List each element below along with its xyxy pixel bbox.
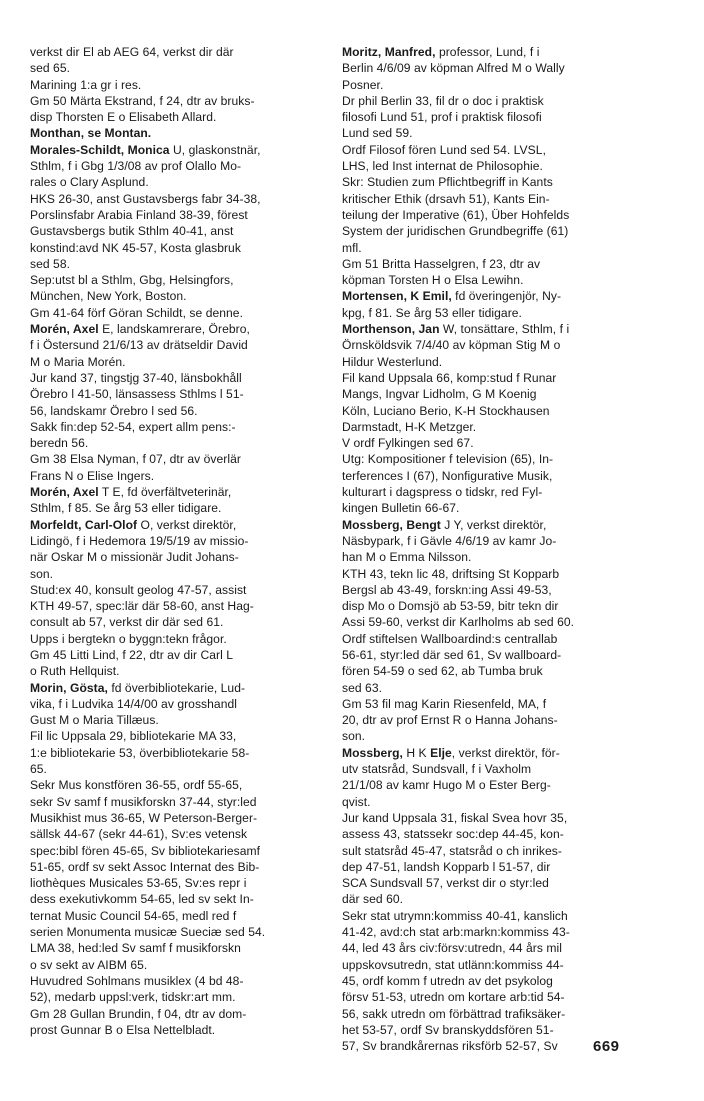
text-line — [342, 1022, 640, 1038]
entry-text: köpman Torsten H o Elsa Lewihn. — [342, 273, 524, 288]
text-line — [342, 419, 640, 435]
entry-text: kpg, f 81. Se årg 53 eller tidigare. — [342, 305, 522, 320]
text-line — [342, 680, 640, 696]
text-line — [342, 843, 640, 859]
text-line — [30, 777, 332, 793]
text-line — [342, 712, 640, 728]
text-line — [30, 321, 332, 337]
entry-text: LMA 38, hed:led Sv samf f musikforskn — [30, 941, 241, 956]
text-line — [30, 256, 332, 272]
text-line — [342, 468, 640, 484]
entry-text: dep 47-51, landsh Kopparb l 51-57, dir — [342, 859, 551, 874]
text-line — [30, 826, 332, 842]
text-line — [30, 728, 332, 744]
text-line — [342, 158, 640, 174]
text-line — [30, 403, 332, 419]
text-line — [30, 386, 332, 402]
entry-heading: Moritz, Manfred, — [342, 45, 436, 59]
entry-text: försv 51-53, utredn om kortare arb:tid 54- — [342, 990, 565, 1005]
entry-text: Gm 51 Britta Hasselgren, f 23, dtr av — [342, 256, 541, 271]
text-line — [342, 337, 640, 353]
entry-text: kritischer Ethik (drsavh 51), Kants Ein- — [342, 191, 550, 206]
entry-text: Ordf Filosof fören Lund sed 54. LVSL, — [342, 142, 546, 157]
entry-text: Gust M o Maria Tillæus. — [30, 713, 159, 728]
entry-text: beredn 56. — [30, 436, 89, 451]
text-line — [342, 826, 640, 842]
text-line — [30, 794, 332, 810]
text-line — [342, 973, 640, 989]
text-line — [342, 647, 640, 663]
entry-text: 20, dtr av prof Ernst R o Hanna Johans- — [342, 713, 558, 728]
text-line — [342, 631, 640, 647]
text-line — [342, 582, 640, 598]
entry-text: T E, fd överfältveterinär, — [98, 485, 232, 500]
text-line — [30, 973, 332, 989]
text-line — [30, 517, 332, 533]
text-line — [30, 924, 332, 940]
entry-text: W, tonsättare, Sthlm, f i — [439, 322, 570, 337]
text-line — [30, 614, 332, 630]
entry-heading: Mossberg, Bengt — [342, 517, 441, 532]
text-line — [30, 60, 332, 76]
text-line — [342, 125, 640, 141]
entry-text: liothèques Musicales 53-65, Sv:es repr i — [30, 876, 247, 891]
text-line — [30, 500, 332, 516]
text-line — [342, 908, 640, 924]
entry-text: f i Östersund 21/6/13 av drätseldir David — [30, 338, 248, 353]
entry-text: J Y, verkst direktör, — [440, 517, 547, 532]
entry-text: O, verkst direktör, — [137, 517, 237, 532]
entry-text: rales o Clary Asplund. — [30, 175, 149, 190]
entry-text: Skr: Studien zum Pflichtbegriff in Kants — [342, 175, 553, 190]
text-line — [30, 435, 332, 451]
text-line — [342, 777, 640, 793]
entry-text: sed 63. — [342, 680, 383, 695]
entry-text: Posner. — [342, 77, 384, 92]
text-line — [342, 957, 640, 973]
text-line — [342, 810, 640, 826]
entry-text: son. — [342, 729, 366, 744]
entry-text: KTH 43, tekn lic 48, driftsing St Kopparb — [342, 566, 560, 581]
entry-text: 57, Sv brandkårernas riksförb 52-57, Sv — [342, 1039, 558, 1054]
entry-text: uppskovsutredn, stat utlänn:kommiss 44- — [342, 957, 564, 972]
text-line — [342, 484, 640, 500]
text-line — [30, 957, 332, 973]
text-line — [30, 696, 332, 712]
text-line — [30, 533, 332, 549]
entry-text: Örebro l 41-50, länsassess Sthlms l 51- — [30, 387, 244, 402]
entry-text: Gm 41-64 förf Göran Schildt, se denne. — [30, 305, 243, 320]
text-line — [30, 191, 332, 207]
entry-text: Porslinsfabr Arabia Finland 38-39, förest — [30, 207, 248, 222]
text-line — [342, 891, 640, 907]
text-line — [342, 386, 640, 402]
text-line — [30, 908, 332, 924]
entry-text: E, landskamrerare, Örebro, — [98, 322, 250, 337]
text-line — [30, 272, 332, 288]
entry-text: disp Thorsten E o Elisabeth Allard. — [30, 110, 217, 125]
text-line — [342, 875, 640, 891]
text-line — [30, 1006, 332, 1022]
text-line — [30, 1022, 332, 1038]
entry-text: Berlin 4/6/09 av köpman Alfred M o Wally — [342, 61, 565, 76]
entry-text: Lidingö, f i Hedemora 19/5/19 av missio- — [30, 533, 249, 548]
entry-heading: Mossberg, — [342, 745, 403, 760]
entry-text: Musikhist mus 36-65, W Peterson-Berger- — [30, 810, 258, 825]
entry-text: KTH 49-57, spec:lär där 58-60, anst Hag- — [30, 599, 254, 614]
text-line — [30, 93, 332, 109]
entry-text: disp Mo o Domsjö ab 53-59, bitr tekn dir — [342, 599, 559, 614]
text-line — [342, 305, 640, 321]
entry-text: Örnsköldsvik 7/4/40 av köpman Stig M o — [342, 338, 561, 353]
entry-text: 65. — [30, 762, 47, 777]
text-line — [30, 174, 332, 190]
text-line — [30, 158, 332, 174]
entry-text: Sthlm, f 85. Se årg 53 eller tidigare. — [30, 501, 222, 516]
text-line — [342, 745, 640, 761]
text-line — [342, 44, 640, 60]
text-line — [342, 174, 640, 190]
entry-heading: Elje — [430, 745, 452, 760]
text-line — [30, 582, 332, 598]
text-line — [342, 859, 640, 875]
text-line — [30, 109, 332, 125]
entry-text: Mangs, Ingvar Lidholm, G M Koenig — [342, 387, 537, 402]
text-line — [342, 549, 640, 565]
entry-text: vika, f i Ludvika 14/4/00 av grosshandl — [30, 696, 237, 711]
entry-text: Ordf stiftelsen Wallboardind:s centrallab — [342, 631, 558, 646]
entry-text: Sthlm, f i Gbg 1/3/08 av prof Olallo Mo- — [30, 159, 242, 174]
entry-text: 52), medarb uppsl:verk, tidskr:art mm. — [30, 990, 236, 1005]
text-line — [342, 109, 640, 125]
entry-text: se Montan. — [84, 126, 152, 141]
text-line — [30, 745, 332, 761]
entry-text: V ordf Fylkingen sed 67. — [342, 436, 474, 451]
text-line — [342, 77, 640, 93]
entry-heading: Morales-Schildt, Monica — [30, 142, 170, 157]
text-line — [342, 924, 640, 940]
entry-text: o Ruth Hellquist. — [30, 664, 120, 679]
entry-text: ternat Music Council 54-65, medl red f — [30, 908, 237, 923]
entry-text: när Oskar M o missionär Judit Johans- — [30, 550, 239, 565]
entry-text: spec:bibl fören 45-65, Sv bibliotekariesamf — [30, 843, 261, 858]
text-line — [30, 761, 332, 777]
entry-text: kulturart i dagspress o tidskr, red Fyl- — [342, 485, 543, 500]
entry-text: fd överingenjör, Ny- — [451, 289, 562, 304]
entry-text: Fil lic Uppsala 29, bibliotekarie MA 33, — [30, 729, 237, 744]
entry-text: assess 43, statssekr soc:dep 44-45, kon- — [342, 827, 564, 842]
entry-text: Huvudred Sohlmans musiklex (4 bd 48- — [30, 973, 244, 988]
entry-text: München, New York, Boston. — [30, 289, 187, 304]
entry-text: Marining 1:a gr i res. — [30, 77, 142, 92]
text-line — [30, 44, 332, 60]
entry-text: Utg: Kompositioner f television (65), In- — [342, 452, 554, 467]
text-line — [342, 663, 640, 679]
text-line — [30, 566, 332, 582]
entry-text: sällsk 44-67 (sekr 44-61), Sv:es vetensk — [30, 827, 248, 842]
text-line — [342, 451, 640, 467]
entry-text: son. — [30, 566, 54, 581]
text-line — [342, 93, 640, 109]
entry-heading: Mortensen, K Emil, — [342, 289, 452, 304]
text-line — [342, 517, 640, 533]
entry-heading: Morén, Axel — [30, 322, 99, 337]
entry-text: 41-42, avd:ch stat arb:markn:kommiss 43- — [342, 925, 570, 940]
entry-text: o sv sekt av AIBM 65. — [30, 957, 148, 972]
text-line — [342, 240, 640, 256]
entry-text: 56, sakk utredn om förbättrad trafiksäker- — [342, 1006, 566, 1021]
entry-text: , verkst direktör, för- — [451, 745, 560, 760]
text-line — [30, 305, 332, 321]
entry-text: han M o Emma Nilsson. — [342, 550, 472, 565]
text-line — [342, 288, 640, 304]
text-line — [30, 810, 332, 826]
text-line — [342, 354, 640, 370]
text-line — [342, 566, 640, 582]
text-line — [30, 598, 332, 614]
entry-heading: Monthan, — [30, 126, 85, 141]
entry-text: M o Maria Morén. — [30, 354, 126, 369]
entry-text: Gm 38 Elsa Nyman, f 07, dtr av överlär — [30, 452, 241, 467]
text-line — [342, 614, 640, 630]
entry-heading: Morin, Gösta, — [30, 680, 108, 695]
text-line — [342, 598, 640, 614]
entry-text: fd överbibliotekarie, Lud- — [107, 680, 246, 695]
entry-heading: Morén, Axel — [30, 485, 99, 500]
entry-text: Bergsl ab 43-49, forskn:ing Assi 49-53, — [342, 582, 552, 597]
entry-text: sult statsråd 45-47, statsråd o ch inrikes- — [342, 843, 562, 858]
entry-text: filosofi Lund 51, prof i praktisk filosofi — [342, 110, 542, 125]
text-line — [30, 240, 332, 256]
entry-text: Gustavsbergs butik Sthlm 40-41, anst — [30, 224, 234, 239]
entry-text: Sakk fin:dep 52-54, expert allm pens:- — [30, 419, 236, 434]
text-line — [30, 875, 332, 891]
text-line — [30, 989, 332, 1005]
entry-heading: Morfeldt, Carl-Olof — [30, 517, 138, 532]
text-line — [342, 500, 640, 516]
text-line — [342, 940, 640, 956]
entry-text: Frans N o Elise Ingers. — [30, 468, 155, 483]
entry-text: dess exekutivkomm 54-65, led sv sekt In- — [30, 892, 254, 907]
text-line — [342, 142, 640, 158]
text-line — [30, 843, 332, 859]
entry-text: 51-65, ordf sv sekt Assoc Internat des Bib- — [30, 859, 260, 874]
text-line — [30, 419, 332, 435]
entry-heading: Morthenson, Jan — [342, 322, 440, 337]
text-line — [342, 207, 640, 223]
entry-text: Näsbypark, f i Gävle 4/6/19 av kamr Jo- — [342, 533, 557, 548]
entry-text: Dr phil Berlin 33, fil dr o doc i praktisk — [342, 93, 544, 108]
text-line — [30, 370, 332, 386]
entry-text: Stud:ex 40, konsult geolog 47-57, assist — [30, 582, 247, 597]
entry-text: serien Monumenta musicæ Sueciæ sed 54. — [30, 925, 266, 940]
entry-text: HKS 26-30, anst Gustavsbergs fabr 34-38, — [30, 191, 261, 206]
entry-text: qvist. — [342, 794, 371, 809]
text-line — [342, 794, 640, 810]
entry-text: LHS, led Inst internat de Philosophie. — [342, 159, 543, 174]
entry-text: consult ab 57, verkst dir där sed 61. — [30, 615, 224, 630]
entry-text: Köln, Luciano Berio, K-H Stockhausen — [342, 403, 550, 418]
entry-text: Hildur Westerlund. — [342, 354, 443, 369]
entry-text: Gm 45 Litti Lind, f 22, dtr av dir Carl L — [30, 647, 234, 662]
entry-text: Jur kand Uppsala 31, fiskal Svea hovr 35, — [342, 810, 568, 825]
entry-text: Sekr stat utrymn:kommiss 40-41, kanslich — [342, 908, 568, 923]
entry-text: 21/1/08 av kamr Hugo M o Ester Berg- — [342, 778, 551, 793]
text-line — [30, 142, 332, 158]
text-line — [30, 484, 332, 500]
right-column — [342, 44, 640, 1054]
entry-text: Fil kand Uppsala 66, komp:stud f Runar — [342, 370, 557, 385]
text-line — [30, 125, 332, 141]
entry-text: konstind:avd NK 45-57, Kosta glasbruk — [30, 240, 241, 255]
entry-text: Lund sed 59. — [342, 126, 413, 141]
text-line — [30, 859, 332, 875]
text-line — [342, 60, 640, 76]
entry-text: verkst dir El ab AEG 64, verkst dir där — [30, 45, 234, 59]
text-line — [342, 223, 640, 239]
entry-text: Darmstadt, H-K Metzger. — [342, 419, 477, 434]
text-line — [30, 891, 332, 907]
entry-text: fören 54-59 o sed 62, ab Tumba bruk — [342, 664, 543, 679]
entry-text: Jur kand 37, tingstjg 37-40, länsbokhåll — [30, 370, 242, 385]
entry-text: mfl. — [342, 240, 362, 255]
text-line — [30, 77, 332, 93]
entry-text: prost Gunnar B o Elsa Nettelbladt. — [30, 1022, 216, 1037]
entry-text: 56-61, styr:led där sed 61, Sv wallboard- — [342, 647, 562, 662]
entry-text: kingen Bulletin 66-67. — [342, 501, 460, 516]
text-line — [30, 940, 332, 956]
entry-text: Gm 53 fil mag Karin Riesenfeld, MA, f — [342, 696, 547, 711]
entry-text: 56, landskamr Örebro l sed 56. — [30, 403, 198, 418]
text-line — [30, 288, 332, 304]
entry-text: teilung der Imperative (61), Über Hohfelds — [342, 207, 570, 222]
entry-text: System der juridischen Grundbegriffe (61) — [342, 224, 569, 239]
text-line — [342, 761, 640, 777]
entry-text: Gm 28 Gullan Brundin, f 04, dtr av dom- — [30, 1006, 247, 1021]
entry-text: professor, Lund, f i — [435, 45, 540, 59]
entry-text: het 53-57, ordf Sv branskyddsfören 51- — [342, 1022, 554, 1037]
text-line — [342, 321, 640, 337]
entry-text: Upps i bergtekn o byggn:tekn frågor. — [30, 631, 227, 646]
text-line — [30, 631, 332, 647]
text-line — [342, 435, 640, 451]
text-line — [30, 337, 332, 353]
entry-text: Sep:utst bl a Sthlm, Gbg, Helsingfors, — [30, 273, 234, 288]
left-column — [30, 44, 332, 1038]
text-line — [342, 696, 640, 712]
text-line — [30, 712, 332, 728]
text-line — [342, 370, 640, 386]
text-line — [30, 680, 332, 696]
entry-text: Gm 50 Märta Ekstrand, f 24, dtr av bruks- — [30, 93, 255, 108]
text-line — [342, 191, 640, 207]
entry-text: sed 58. — [30, 256, 71, 271]
text-line — [342, 728, 640, 744]
text-line — [342, 256, 640, 272]
text-line — [342, 1006, 640, 1022]
entry-text: där sed 60. — [342, 892, 404, 907]
text-line — [342, 403, 640, 419]
entry-text: sed 65. — [30, 61, 71, 76]
text-line — [30, 647, 332, 663]
text-line — [30, 354, 332, 370]
entry-text: 44, led 43 års civ:försv:utredn, 44 års mil — [342, 941, 562, 956]
entry-text: Sekr Mus konstfören 36-55, ordf 55-65, — [30, 778, 243, 793]
text-line — [342, 989, 640, 1005]
text-line — [342, 533, 640, 549]
entry-text: 45, ordf komm f utredn av det psykolog — [342, 973, 553, 988]
entry-text: U, glaskonstnär, — [169, 142, 261, 157]
text-line — [30, 223, 332, 239]
entry-text: SCA Sundsvall 57, verkst dir o styr:led — [342, 876, 549, 891]
text-line — [30, 207, 332, 223]
page-number: 669 — [593, 1038, 620, 1055]
entry-text: sekr Sv samf f musikforskn 37-44, styr:led — [30, 794, 257, 809]
text-line — [30, 663, 332, 679]
entry-text: terferences I (67), Nonfigurative Musik, — [342, 468, 553, 483]
text-line — [30, 451, 332, 467]
entry-text: 1:e bibliotekarie 53, överbibliotekarie 58- — [30, 745, 250, 760]
text-line — [30, 468, 332, 484]
entry-text: H K — [402, 745, 431, 760]
text-line — [342, 272, 640, 288]
text-line — [30, 549, 332, 565]
entry-text: Assi 59-60, verkst dir Karlholms ab sed 60. — [342, 615, 575, 630]
entry-text: utv statsråd, Sundsvall, f i Vaxholm — [342, 762, 532, 777]
